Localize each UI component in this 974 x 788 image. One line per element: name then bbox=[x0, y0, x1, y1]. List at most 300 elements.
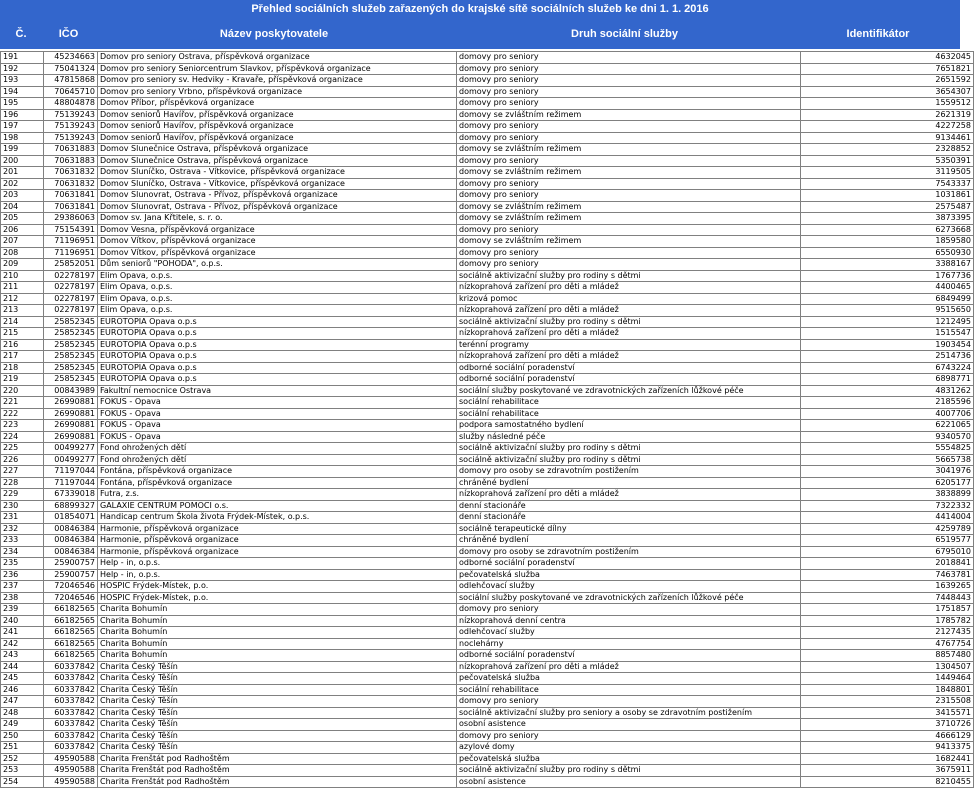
table-row bbox=[1, 719, 974, 731]
row-provider-name: Charita Bohumín bbox=[98, 638, 457, 650]
row-identifier: 2185596 bbox=[801, 397, 974, 409]
row-provider-name: Charita Český Těšín bbox=[98, 696, 457, 708]
row-identifier: 5350391 bbox=[801, 155, 974, 167]
row-identifier: 4227258 bbox=[801, 121, 974, 133]
row-service-type: nízkoprahová zařízení pro děti a mládež bbox=[457, 351, 801, 363]
row-ico: 49590588 bbox=[44, 776, 98, 788]
row-ico: 75041324 bbox=[44, 63, 98, 75]
row-ico: 71196951 bbox=[44, 247, 98, 259]
row-identifier: 2575487 bbox=[801, 201, 974, 213]
row-provider-name: HOSPIC Frýdek-Místek, p.o. bbox=[98, 581, 457, 593]
row-provider-name: Handicap centrum Škola života Frýdek-Místek, o.p.s. bbox=[98, 512, 457, 524]
row-service-type: nízkoprahová zařízení pro děti a mládež bbox=[457, 661, 801, 673]
row-provider-name: Charita Frenštát pod Radhoštěm bbox=[98, 765, 457, 777]
row-ico: 67339018 bbox=[44, 489, 98, 501]
row-ico: 49590588 bbox=[44, 765, 98, 777]
row-identifier: 3388167 bbox=[801, 259, 974, 271]
row-ico: 47815868 bbox=[44, 75, 98, 87]
row-ico: 60337842 bbox=[44, 696, 98, 708]
row-provider-name: EUROTOPIA Opava o.p.s bbox=[98, 351, 457, 363]
row-service-type: domovy pro osoby se zdravotním postižením bbox=[457, 466, 801, 478]
row-provider-name: Charita Český Těšín bbox=[98, 684, 457, 696]
row-number: 251 bbox=[1, 742, 44, 754]
row-identifier: 1751857 bbox=[801, 604, 974, 616]
row-ico: 71196951 bbox=[44, 236, 98, 248]
row-identifier: 1212495 bbox=[801, 316, 974, 328]
row-ico: 00846384 bbox=[44, 523, 98, 535]
row-identifier: 4007706 bbox=[801, 408, 974, 420]
row-identifier: 1767736 bbox=[801, 270, 974, 282]
row-identifier: 1848801 bbox=[801, 684, 974, 696]
row-ico: 49590588 bbox=[44, 753, 98, 765]
row-number: 254 bbox=[1, 776, 44, 788]
table-row bbox=[1, 385, 974, 397]
row-identifier: 9340570 bbox=[801, 431, 974, 443]
table-row bbox=[1, 696, 974, 708]
row-provider-name: Domov seniorů Havířov, příspěvková organizace bbox=[98, 132, 457, 144]
row-ico: 66182565 bbox=[44, 604, 98, 616]
row-provider-name: Domov pro seniory Seniorcentrum Slavkov, příspěvková organizace bbox=[98, 63, 457, 75]
row-ico: 66182565 bbox=[44, 638, 98, 650]
row-identifier: 6795010 bbox=[801, 546, 974, 558]
row-service-type: domovy pro seniory bbox=[457, 121, 801, 133]
row-identifier: 3838899 bbox=[801, 489, 974, 501]
table-row bbox=[1, 351, 974, 363]
row-identifier: 9413375 bbox=[801, 742, 974, 754]
row-identifier: 3654307 bbox=[801, 86, 974, 98]
row-identifier: 6221065 bbox=[801, 420, 974, 432]
row-service-type: sociálně aktivizační služby pro rodiny s dětmi bbox=[457, 316, 801, 328]
row-identifier: 5554825 bbox=[801, 443, 974, 455]
row-identifier: 3873395 bbox=[801, 213, 974, 225]
table-row bbox=[1, 443, 974, 455]
row-provider-name: Fond ohrožených dětí bbox=[98, 454, 457, 466]
row-ico: 25852345 bbox=[44, 339, 98, 351]
row-number: 212 bbox=[1, 293, 44, 305]
table-row bbox=[1, 466, 974, 478]
row-ico: 72046546 bbox=[44, 581, 98, 593]
row-number: 252 bbox=[1, 753, 44, 765]
row-number: 192 bbox=[1, 63, 44, 75]
table-row bbox=[1, 259, 974, 271]
row-identifier: 6898771 bbox=[801, 374, 974, 386]
row-ico: 75139243 bbox=[44, 132, 98, 144]
row-ico: 68899327 bbox=[44, 500, 98, 512]
row-service-type: sociálně aktivizační služby pro rodiny s dětmi bbox=[457, 454, 801, 466]
row-identifier: 2315508 bbox=[801, 696, 974, 708]
row-number: 194 bbox=[1, 86, 44, 98]
row-service-type: sociální rehabilitace bbox=[457, 397, 801, 409]
row-identifier: 2018841 bbox=[801, 558, 974, 570]
row-ico: 66182565 bbox=[44, 627, 98, 639]
row-ico: 48804878 bbox=[44, 98, 98, 110]
row-number: 245 bbox=[1, 673, 44, 685]
row-provider-name: Charita Bohumín bbox=[98, 604, 457, 616]
row-identifier: 6519577 bbox=[801, 535, 974, 547]
row-identifier: 6550930 bbox=[801, 247, 974, 259]
row-service-type: domovy pro seniory bbox=[457, 52, 801, 64]
table-row bbox=[1, 190, 974, 202]
row-service-type: denní stacionáře bbox=[457, 512, 801, 524]
row-number: 230 bbox=[1, 500, 44, 512]
table-row bbox=[1, 293, 974, 305]
row-identifier: 5665738 bbox=[801, 454, 974, 466]
table-row bbox=[1, 201, 974, 213]
row-provider-name: Futra, z.s. bbox=[98, 489, 457, 501]
row-identifier: 1785782 bbox=[801, 615, 974, 627]
row-ico: 02278197 bbox=[44, 293, 98, 305]
row-service-type: osobní asistence bbox=[457, 776, 801, 788]
row-service-type: domovy pro seniory bbox=[457, 190, 801, 202]
row-number: 208 bbox=[1, 247, 44, 259]
row-number: 213 bbox=[1, 305, 44, 317]
table-row bbox=[1, 776, 974, 788]
row-provider-name: Help - in, o.p.s. bbox=[98, 558, 457, 570]
row-service-type: domovy pro seniory bbox=[457, 178, 801, 190]
row-service-type: nízkoprahová denní centra bbox=[457, 615, 801, 627]
table-row bbox=[1, 420, 974, 432]
row-provider-name: Elim Opava, o.p.s. bbox=[98, 282, 457, 294]
row-identifier: 6205177 bbox=[801, 477, 974, 489]
row-number: 237 bbox=[1, 581, 44, 593]
row-provider-name: Charita Český Těšín bbox=[98, 719, 457, 731]
row-number: 215 bbox=[1, 328, 44, 340]
row-identifier: 2651592 bbox=[801, 75, 974, 87]
table-row bbox=[1, 282, 974, 294]
row-provider-name: Domov Sluníčko, Ostrava - Vítkovice, příspěvková organizace bbox=[98, 178, 457, 190]
row-provider-name: Charita Český Těšín bbox=[98, 730, 457, 742]
table-row bbox=[1, 167, 974, 179]
row-identifier: 7651821 bbox=[801, 63, 974, 75]
row-identifier: 6849499 bbox=[801, 293, 974, 305]
row-identifier: 2514736 bbox=[801, 351, 974, 363]
row-ico: 72046546 bbox=[44, 592, 98, 604]
row-number: 221 bbox=[1, 397, 44, 409]
row-number: 209 bbox=[1, 259, 44, 271]
row-provider-name: GALAXIE CENTRUM POMOCI o.s. bbox=[98, 500, 457, 512]
row-provider-name: Domov Vítkov, příspěvková organizace bbox=[98, 247, 457, 259]
row-ico: 26990881 bbox=[44, 420, 98, 432]
row-number: 249 bbox=[1, 719, 44, 731]
row-number: 246 bbox=[1, 684, 44, 696]
row-provider-name: Fontána, příspěvková organizace bbox=[98, 466, 457, 478]
row-number: 222 bbox=[1, 408, 44, 420]
row-identifier: 1859580 bbox=[801, 236, 974, 248]
row-number: 234 bbox=[1, 546, 44, 558]
row-service-type: domovy pro seniory bbox=[457, 604, 801, 616]
row-identifier: 7543337 bbox=[801, 178, 974, 190]
row-identifier: 1031861 bbox=[801, 190, 974, 202]
row-identifier: 1559512 bbox=[801, 98, 974, 110]
row-ico: 66182565 bbox=[44, 650, 98, 662]
row-provider-name: Harmonie, příspěvková organizace bbox=[98, 523, 457, 535]
row-number: 195 bbox=[1, 98, 44, 110]
row-identifier: 6743224 bbox=[801, 362, 974, 374]
header-identifier: Identifikátor bbox=[846, 28, 910, 40]
row-provider-name: Domov sv. Jana Křtitele, s. r. o. bbox=[98, 213, 457, 225]
row-service-type: terénní programy bbox=[457, 339, 801, 351]
row-number: 210 bbox=[1, 270, 44, 282]
row-service-type: domovy pro seniory bbox=[457, 75, 801, 87]
row-service-type: odlehčovací služby bbox=[457, 581, 801, 593]
row-service-type: nízkoprahová zařízení pro děti a mládež bbox=[457, 305, 801, 317]
row-number: 248 bbox=[1, 707, 44, 719]
table-row bbox=[1, 638, 974, 650]
row-identifier: 1515547 bbox=[801, 328, 974, 340]
row-number: 224 bbox=[1, 431, 44, 443]
row-ico: 26990881 bbox=[44, 397, 98, 409]
row-number: 199 bbox=[1, 144, 44, 156]
table-row bbox=[1, 144, 974, 156]
table-row bbox=[1, 581, 974, 593]
table-row bbox=[1, 523, 974, 535]
row-provider-name: Help - in, o.p.s. bbox=[98, 569, 457, 581]
row-provider-name: Domov Sluníčko, Ostrava - Vítkovice, příspěvková organizace bbox=[98, 167, 457, 179]
header-number: Č. bbox=[15, 28, 27, 40]
table-row bbox=[1, 236, 974, 248]
row-service-type: služby následné péče bbox=[457, 431, 801, 443]
row-number: 244 bbox=[1, 661, 44, 673]
table-row bbox=[1, 224, 974, 236]
row-ico: 02278197 bbox=[44, 282, 98, 294]
row-identifier: 4666129 bbox=[801, 730, 974, 742]
row-identifier: 3041976 bbox=[801, 466, 974, 478]
row-provider-name: FOKUS - Opava bbox=[98, 408, 457, 420]
row-service-type: odborné sociální poradenství bbox=[457, 650, 801, 662]
row-number: 228 bbox=[1, 477, 44, 489]
row-provider-name: EUROTOPIA Opava o.p.s bbox=[98, 374, 457, 386]
row-provider-name: EUROTOPIA Opava o.p.s bbox=[98, 339, 457, 351]
row-service-type: podpora samostatného bydlení bbox=[457, 420, 801, 432]
table-row bbox=[1, 546, 974, 558]
row-number: 211 bbox=[1, 282, 44, 294]
row-service-type: pečovatelská služba bbox=[457, 569, 801, 581]
row-ico: 26990881 bbox=[44, 431, 98, 443]
table-row bbox=[1, 604, 974, 616]
row-service-type: sociální služby poskytované ve zdravotnických zařízeních lůžkové péče bbox=[457, 592, 801, 604]
row-service-type: denní stacionáře bbox=[457, 500, 801, 512]
row-provider-name: Domov pro seniory Ostrava, příspěvková organizace bbox=[98, 52, 457, 64]
row-ico: 29386063 bbox=[44, 213, 98, 225]
table-row bbox=[1, 316, 974, 328]
row-provider-name: Charita Český Těšín bbox=[98, 742, 457, 754]
table-row bbox=[1, 707, 974, 719]
row-service-type: domovy se zvláštním režimem bbox=[457, 144, 801, 156]
row-identifier: 1639265 bbox=[801, 581, 974, 593]
row-number: 235 bbox=[1, 558, 44, 570]
row-provider-name: Domov seniorů Havířov, příspěvková organizace bbox=[98, 109, 457, 121]
table-row bbox=[1, 339, 974, 351]
row-service-type: odborné sociální poradenství bbox=[457, 374, 801, 386]
row-number: 204 bbox=[1, 201, 44, 213]
row-ico: 02278197 bbox=[44, 305, 98, 317]
row-number: 239 bbox=[1, 604, 44, 616]
row-identifier: 4831262 bbox=[801, 385, 974, 397]
row-service-type: sociálně aktivizační služby pro rodiny s dětmi bbox=[457, 270, 801, 282]
row-service-type: azylové domy bbox=[457, 742, 801, 754]
table-row bbox=[1, 627, 974, 639]
table-row bbox=[1, 98, 974, 110]
table-row bbox=[1, 75, 974, 87]
row-service-type: domovy se zvláštním režimem bbox=[457, 167, 801, 179]
row-ico: 00846384 bbox=[44, 535, 98, 547]
row-service-type: domovy pro seniory bbox=[457, 63, 801, 75]
row-identifier: 4400465 bbox=[801, 282, 974, 294]
row-identifier: 3119505 bbox=[801, 167, 974, 179]
row-service-type: sociální služby poskytované ve zdravotnických zařízeních lůžkové péče bbox=[457, 385, 801, 397]
row-identifier: 3415571 bbox=[801, 707, 974, 719]
table-row bbox=[1, 213, 974, 225]
header-ico: IČO bbox=[58, 28, 79, 40]
row-ico: 25852345 bbox=[44, 351, 98, 363]
row-ico: 70631883 bbox=[44, 144, 98, 156]
row-identifier: 1449464 bbox=[801, 673, 974, 685]
row-service-type: sociálně aktivizační služby pro seniory a osoby se zdravotním postižením bbox=[457, 707, 801, 719]
row-ico: 70631883 bbox=[44, 155, 98, 167]
row-service-type: sociálně aktivizační služby pro rodiny s dětmi bbox=[457, 443, 801, 455]
row-service-type: pečovatelská služba bbox=[457, 673, 801, 685]
row-number: 241 bbox=[1, 627, 44, 639]
row-number: 232 bbox=[1, 523, 44, 535]
table-row bbox=[1, 730, 974, 742]
row-service-type: chráněné bydlení bbox=[457, 535, 801, 547]
row-provider-name: Domov Vesna, příspěvková organizace bbox=[98, 224, 457, 236]
row-number: 216 bbox=[1, 339, 44, 351]
row-service-type: domovy se zvláštním režimem bbox=[457, 213, 801, 225]
row-number: 229 bbox=[1, 489, 44, 501]
row-service-type: domovy pro seniory bbox=[457, 224, 801, 236]
table-row bbox=[1, 753, 974, 765]
row-number: 198 bbox=[1, 132, 44, 144]
row-number: 201 bbox=[1, 167, 44, 179]
row-number: 218 bbox=[1, 362, 44, 374]
row-service-type: domovy pro seniory bbox=[457, 86, 801, 98]
row-number: 227 bbox=[1, 466, 44, 478]
row-number: 193 bbox=[1, 75, 44, 87]
row-service-type: nízkoprahová zařízení pro děti a mládež bbox=[457, 489, 801, 501]
row-service-type: pečovatelská služba bbox=[457, 753, 801, 765]
row-identifier: 9134461 bbox=[801, 132, 974, 144]
row-ico: 60337842 bbox=[44, 742, 98, 754]
table-row bbox=[1, 684, 974, 696]
row-number: 236 bbox=[1, 569, 44, 581]
table-row bbox=[1, 489, 974, 501]
row-service-type: sociálně terapeutické dílny bbox=[457, 523, 801, 535]
row-service-type: domovy pro seniory bbox=[457, 247, 801, 259]
row-ico: 00499277 bbox=[44, 454, 98, 466]
row-service-type: domovy pro seniory bbox=[457, 155, 801, 167]
row-ico: 70631841 bbox=[44, 190, 98, 202]
row-ico: 00846384 bbox=[44, 546, 98, 558]
row-ico: 60337842 bbox=[44, 673, 98, 685]
table-row bbox=[1, 328, 974, 340]
row-provider-name: Harmonie, příspěvková organizace bbox=[98, 535, 457, 547]
row-provider-name: Domov pro seniory sv. Hedviky - Kravaře, příspěvková organizace bbox=[98, 75, 457, 87]
row-ico: 70631832 bbox=[44, 178, 98, 190]
row-identifier: 6273668 bbox=[801, 224, 974, 236]
row-ico: 60337842 bbox=[44, 661, 98, 673]
row-provider-name: Domov Příbor, příspěvková organizace bbox=[98, 98, 457, 110]
table-row bbox=[1, 247, 974, 259]
row-provider-name: Elim Opava, o.p.s. bbox=[98, 270, 457, 282]
row-provider-name: Domov seniorů Havířov, příspěvková organizace bbox=[98, 121, 457, 133]
table-header bbox=[0, 19, 960, 49]
row-ico: 70631832 bbox=[44, 167, 98, 179]
row-service-type: odborné sociální poradenství bbox=[457, 558, 801, 570]
table-row bbox=[1, 615, 974, 627]
row-identifier: 1682441 bbox=[801, 753, 974, 765]
row-provider-name: Charita Český Těšín bbox=[98, 661, 457, 673]
row-provider-name: Charita Český Těšín bbox=[98, 673, 457, 685]
row-identifier: 1903454 bbox=[801, 339, 974, 351]
row-ico: 66182565 bbox=[44, 615, 98, 627]
row-service-type: nízkoprahová zařízení pro děti a mládež bbox=[457, 282, 801, 294]
row-service-type: domovy pro seniory bbox=[457, 696, 801, 708]
row-provider-name: Domov pro seniory Vrbno, příspěvková organizace bbox=[98, 86, 457, 98]
table-row bbox=[1, 535, 974, 547]
row-service-type: domovy se zvláštním režimem bbox=[457, 109, 801, 121]
row-number: 240 bbox=[1, 615, 44, 627]
table-row bbox=[1, 109, 974, 121]
row-service-type: sociálně aktivizační služby pro rodiny s dětmi bbox=[457, 765, 801, 777]
table-row bbox=[1, 52, 974, 64]
row-ico: 71197044 bbox=[44, 477, 98, 489]
row-provider-name: Elim Opava, o.p.s. bbox=[98, 305, 457, 317]
row-ico: 75139243 bbox=[44, 121, 98, 133]
row-ico: 70645710 bbox=[44, 86, 98, 98]
row-ico: 00499277 bbox=[44, 443, 98, 455]
row-service-type: odlehčovací služby bbox=[457, 627, 801, 639]
row-number: 196 bbox=[1, 109, 44, 121]
row-provider-name: Elim Opava, o.p.s. bbox=[98, 293, 457, 305]
row-number: 219 bbox=[1, 374, 44, 386]
row-number: 231 bbox=[1, 512, 44, 524]
row-identifier: 3675911 bbox=[801, 765, 974, 777]
row-number: 253 bbox=[1, 765, 44, 777]
table-row bbox=[1, 397, 974, 409]
row-identifier: 4414004 bbox=[801, 512, 974, 524]
row-number: 226 bbox=[1, 454, 44, 466]
row-ico: 26990881 bbox=[44, 408, 98, 420]
row-provider-name: Charita Bohumín bbox=[98, 627, 457, 639]
table-row bbox=[1, 305, 974, 317]
row-provider-name: Domov Slunovrat, Ostrava - Přívoz, příspěvková organizace bbox=[98, 190, 457, 202]
row-provider-name: FOKUS - Opava bbox=[98, 397, 457, 409]
table-row bbox=[1, 650, 974, 662]
row-service-type: odborné sociální poradenství bbox=[457, 362, 801, 374]
row-identifier: 8210455 bbox=[801, 776, 974, 788]
row-number: 233 bbox=[1, 535, 44, 547]
row-provider-name: FOKUS - Opava bbox=[98, 431, 457, 443]
row-identifier: 1304507 bbox=[801, 661, 974, 673]
row-provider-name: Domov Slunovrat, Ostrava - Přívoz, příspěvková organizace bbox=[98, 201, 457, 213]
row-number: 247 bbox=[1, 696, 44, 708]
row-ico: 25852345 bbox=[44, 316, 98, 328]
row-identifier: 2127435 bbox=[801, 627, 974, 639]
row-service-type: krizová pomoc bbox=[457, 293, 801, 305]
row-identifier: 7322332 bbox=[801, 500, 974, 512]
row-service-type: noclehárny bbox=[457, 638, 801, 650]
table-row bbox=[1, 63, 974, 75]
table-row bbox=[1, 362, 974, 374]
row-ico: 60337842 bbox=[44, 707, 98, 719]
row-number: 214 bbox=[1, 316, 44, 328]
row-identifier: 3710726 bbox=[801, 719, 974, 731]
row-provider-name: Charita Bohumín bbox=[98, 615, 457, 627]
row-provider-name: Fakultní nemocnice Ostrava bbox=[98, 385, 457, 397]
table-row bbox=[1, 270, 974, 282]
row-ico: 01854071 bbox=[44, 512, 98, 524]
